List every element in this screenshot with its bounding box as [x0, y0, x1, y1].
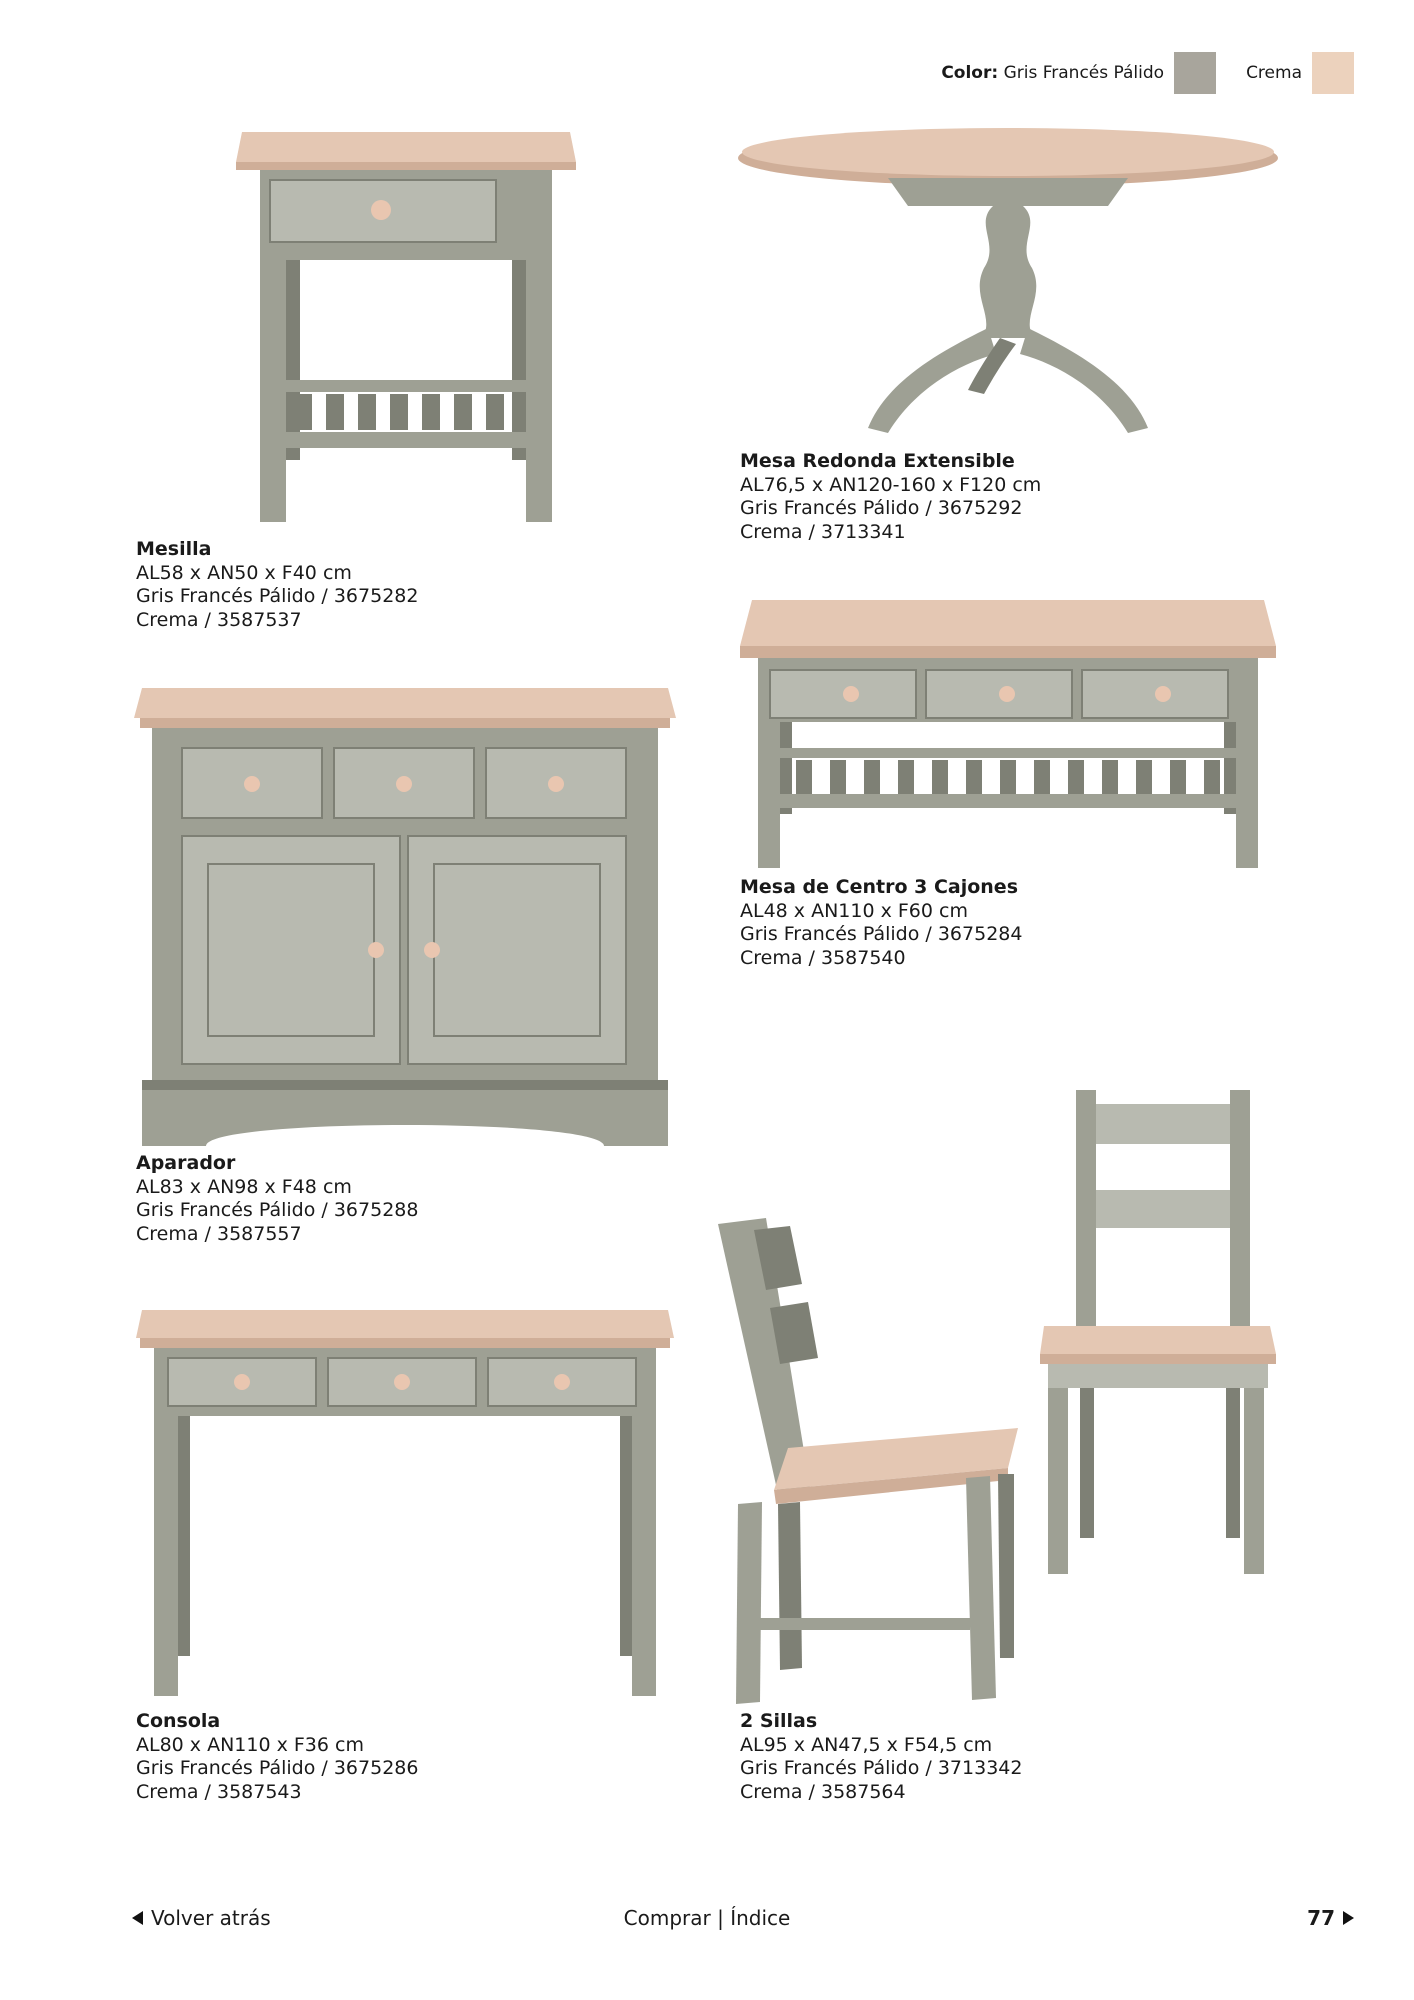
silla-izquierda-image [718, 1218, 1022, 1704]
buy-link[interactable]: Comprar [623, 1906, 711, 1930]
product-ref-crema: Crema / 3587537 [136, 608, 302, 631]
product-mesa-redonda [740, 450, 1041, 544]
product-ref-gris: Gris Francés Pálido / 3675286 [136, 1757, 419, 1779]
color-legend [941, 52, 1354, 94]
product-dims: AL80 x AN110 x F36 cm [136, 1733, 364, 1756]
swatch-crema [1312, 52, 1354, 94]
mesa-centro-image [740, 600, 1276, 872]
color-option-crema-label: Crema [1246, 63, 1302, 83]
product-name: Mesilla [136, 538, 212, 560]
product-name: Mesa de Centro 3 Cajones [740, 876, 1019, 898]
footer-separator: | [717, 1906, 724, 1930]
mesilla-image [236, 132, 576, 528]
silla-derecha-image [1040, 1090, 1276, 1574]
product-name: Mesa Redonda Extensible [740, 450, 1015, 472]
product-name: Aparador [136, 1152, 236, 1174]
mesa-redonda-image [738, 128, 1278, 438]
caret-right-icon [1343, 1911, 1354, 1925]
color-legend-label: Color: Gris Francés Pálido [941, 63, 1165, 83]
page-number: 77 [1307, 1906, 1335, 1930]
product-dims: AL76,5 x AN120-160 x F120 cm [740, 473, 1042, 496]
product-aparador [136, 1152, 418, 1246]
product-ref-crema: Crema / 3713341 [740, 520, 906, 543]
product-mesilla [136, 538, 418, 632]
consola-image [136, 1310, 674, 1700]
product-ref-gris: Gris Francés Pálido / 3713342 [740, 1757, 1023, 1779]
product-name: Consola [136, 1710, 221, 1732]
product-ref-gris: Gris Francés Pálido / 3675284 [740, 923, 1023, 945]
index-link[interactable]: Índice [730, 1906, 791, 1930]
swatch-gris [1174, 52, 1216, 94]
aparador-image [134, 688, 676, 1146]
product-ref-crema: Crema / 3587540 [740, 946, 906, 969]
product-mesa-centro [740, 876, 1022, 970]
product-dims: AL83 x AN98 x F48 cm [136, 1175, 352, 1198]
product-ref-gris: Gris Francés Pálido / 3675288 [136, 1199, 419, 1221]
product-dims: AL48 x AN110 x F60 cm [740, 899, 968, 922]
product-ref-gris: Gris Francés Pálido / 3675282 [136, 585, 419, 607]
next-page-link[interactable] [1307, 1906, 1354, 1930]
product-name: 2 Sillas [740, 1710, 818, 1732]
product-sillas [740, 1710, 1022, 1804]
product-dims: AL95 x AN47,5 x F54,5 cm [740, 1733, 993, 1756]
back-link-label: Volver atrás [151, 1906, 271, 1930]
product-dims: AL58 x AN50 x F40 cm [136, 561, 352, 584]
product-consola [136, 1710, 418, 1804]
product-ref-gris: Gris Francés Pálido / 3675292 [740, 497, 1023, 519]
footer-nav [0, 1906, 1414, 1930]
product-ref-crema: Crema / 3587543 [136, 1780, 302, 1803]
product-ref-crema: Crema / 3587564 [740, 1780, 906, 1803]
product-ref-crema: Crema / 3587557 [136, 1222, 302, 1245]
